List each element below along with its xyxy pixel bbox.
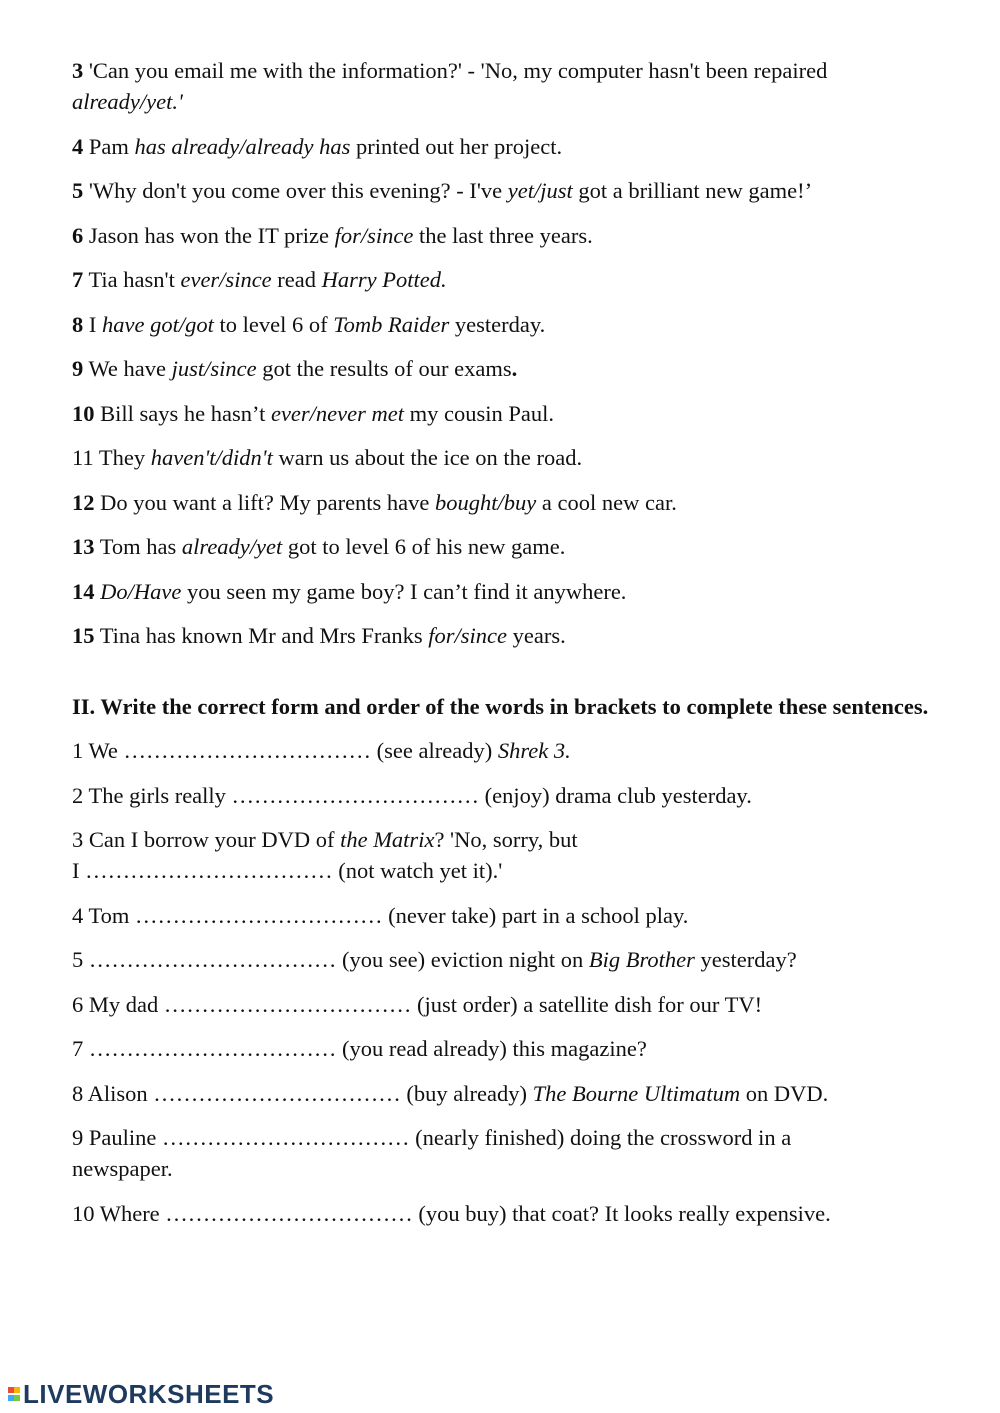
sentence-text: ? 'No, sorry, but <box>434 827 578 852</box>
sentence-text: 6 My dad …………………………… (just order) a satellite dish for our TV! <box>72 991 763 1017</box>
exercise-1-item <box>72 576 932 607</box>
sentence-text: Pam <box>83 133 135 159</box>
sentence-text: Bill says he hasn’t <box>94 400 271 426</box>
sentence-text: you seen my game boy? I can’t find it anywhere. <box>181 578 627 604</box>
brand-name: LIVEWORKSHEETS <box>23 1378 275 1409</box>
sentence-text: 5 …………………………… (you see) eviction night on <box>72 947 589 972</box>
sentence-text: years. <box>507 623 566 648</box>
sentence-text: a cool new car. <box>536 489 677 515</box>
exercise-1-item <box>72 620 932 651</box>
sentence-text: got a brilliant new game!’ <box>572 178 813 203</box>
exercise-1-item <box>72 398 932 429</box>
exercise-2-list <box>72 735 932 1229</box>
sentence-text: got the results of our exams <box>256 356 512 381</box>
sentence-text: 3 Can I borrow your DVD of <box>72 827 341 852</box>
sentence-text: I <box>83 311 102 337</box>
exercise-1-item <box>72 442 932 473</box>
item-number: 14 <box>72 578 95 604</box>
sentence-text: I …………………………… (not watch yet it).' <box>72 858 503 883</box>
italic-text: yet/just <box>507 178 573 203</box>
item-number: 15 <box>72 623 95 648</box>
liveworksheets-logo-icon <box>8 1387 20 1401</box>
item-number: 11 <box>72 445 94 470</box>
sentence-text: Tom has <box>94 534 182 559</box>
sentence-text: 'Can you email me with the information?' - 'No, my computer hasn't been repaired <box>83 58 828 83</box>
italic-text: ever/never met <box>270 400 404 426</box>
item-number: 10 <box>72 400 95 426</box>
italic-text: already/yet <box>181 534 283 559</box>
item-number: 3 <box>72 58 84 83</box>
sentence-text: 'Why don't you come over this evening? - I've <box>83 178 508 203</box>
item-number: 9 <box>72 356 84 381</box>
sentence-text: the last three years. <box>413 222 593 248</box>
sentence-text: They <box>93 445 151 470</box>
item-number: 8 <box>72 311 84 337</box>
sentence-text: to level 6 of <box>213 311 334 337</box>
exercise-2-item <box>72 780 932 811</box>
exercise-2-item <box>72 944 932 975</box>
sentence-text: Do you want a lift? My parents have <box>94 489 436 515</box>
italic-text: bought/buy <box>435 489 537 515</box>
sentence-text: my cousin Paul. <box>404 400 554 426</box>
exercise-1-item <box>72 487 932 518</box>
italic-text: has already/already has <box>134 133 351 159</box>
italic-text: Big Brother <box>588 947 695 972</box>
italic-text: haven't/didn't <box>150 445 273 470</box>
exercise-2-item <box>72 1198 932 1229</box>
exercise-1-item <box>72 264 932 295</box>
italic-text: the Matrix <box>340 827 435 852</box>
exercise-1-item <box>72 55 932 117</box>
sentence-text: warn us about the ice on the road. <box>272 445 583 470</box>
sentence-text: 9 Pauline …………………………… (nearly finished) doing the crossword in a <box>72 1125 792 1150</box>
exercise-1-list <box>72 55 932 651</box>
sentence-text: . <box>511 356 518 381</box>
item-number: 13 <box>72 534 95 559</box>
sentence-text: 4 Tom …………………………… (never take) part in a school play. <box>72 902 689 928</box>
italic-text: for/since <box>428 623 508 648</box>
sentence-text: printed out her project. <box>350 133 563 159</box>
exercise-2-item <box>72 735 932 766</box>
sentence-text: read <box>271 267 322 292</box>
sentence-text: on DVD. <box>740 1080 829 1106</box>
item-number: 12 <box>72 489 95 515</box>
exercise-1-item <box>72 353 932 384</box>
exercise-2-item <box>72 1122 932 1184</box>
worksheet-page <box>72 55 932 1242</box>
exercise-1-item <box>72 175 932 206</box>
exercise-2-heading: II. Write the correct form and order of the words in brackets to complete these sentences. <box>72 694 929 719</box>
exercise-2-item <box>72 900 932 931</box>
italic-text: already/yet.' <box>72 89 183 114</box>
italic-text: Do/Have <box>100 578 182 604</box>
footer-brand <box>8 1378 275 1409</box>
exercise-1-item <box>72 309 932 340</box>
item-number: 5 <box>72 178 84 203</box>
sentence-text: 8 Alison …………………………… (buy already) <box>72 1080 533 1106</box>
italic-text: just/since <box>171 356 257 381</box>
item-number: 6 <box>72 222 84 248</box>
sentence-text: Tia hasn't <box>83 267 181 292</box>
exercise-2-item <box>72 824 932 886</box>
sentence-text: got to level 6 of his new game. <box>282 534 566 559</box>
italic-text: Tomb Raider <box>333 311 450 337</box>
italic-text: have got/got <box>102 311 214 337</box>
sentence-text: We have <box>83 356 172 381</box>
sentence-text: yesterday? <box>694 947 797 972</box>
sentence-text: newspaper. <box>72 1156 173 1181</box>
sentence-text: Jason has won the IT prize <box>83 222 335 248</box>
italic-text: Shrek 3. <box>497 738 571 763</box>
italic-text: ever/since <box>180 267 272 292</box>
exercise-1-item <box>72 531 932 562</box>
sentence-text: 2 The girls really …………………………… (enjoy) drama club yesterday. <box>72 782 752 808</box>
exercise-1-item <box>72 220 932 251</box>
exercise-2-item <box>72 989 932 1020</box>
italic-text: for/since <box>334 222 414 248</box>
italic-text: The Bourne Ultimatum <box>532 1080 741 1106</box>
item-number: 4 <box>72 133 84 159</box>
italic-text: Harry Potted. <box>321 267 447 292</box>
exercise-2-item <box>72 1033 932 1064</box>
sentence-text: 10 Where …………………………… (you buy) that coat? It looks really expensive. <box>72 1200 831 1226</box>
sentence-text: 1 We …………………………… (see already) <box>72 738 498 763</box>
sentence-text: Tina has known Mr and Mrs Franks <box>94 623 429 648</box>
exercise-2-item <box>72 1078 932 1109</box>
sentence-text: yesterday. <box>449 311 546 337</box>
item-number: 7 <box>72 267 84 292</box>
exercise-1-item <box>72 131 932 162</box>
sentence-text: 7 …………………………… (you read already) this magazine? <box>72 1036 647 1061</box>
